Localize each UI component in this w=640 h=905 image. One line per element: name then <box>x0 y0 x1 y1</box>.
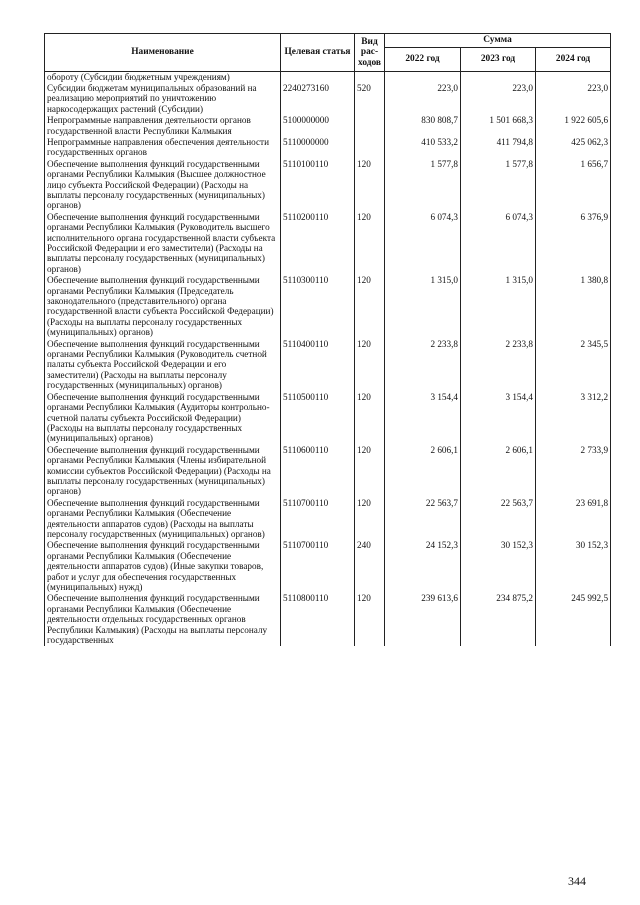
cell-sum-2022: 410 533,2 <box>385 137 461 159</box>
page-number: 344 <box>568 874 586 888</box>
cell-sum-2024: 425 062,3 <box>536 137 611 159</box>
cell-sum-2023: 22 563,7 <box>461 498 536 541</box>
cell-expense-type: 120 <box>355 593 385 646</box>
cell-sum-2024: 1 922 605,6 <box>536 115 611 137</box>
table-body <box>45 71 611 646</box>
header-sum: Сумма <box>385 34 611 48</box>
cell-sum-2024: 1 380,8 <box>536 275 611 338</box>
cell-sum-2023: 6 074,3 <box>461 212 536 275</box>
table-row <box>45 137 611 159</box>
cell-expense-type: 520 <box>355 83 385 115</box>
cell-sum-2023: 1 577,8 <box>461 159 536 212</box>
table-row <box>45 339 611 392</box>
table-row <box>45 71 611 83</box>
cell-sum-2023: 1 501 668,3 <box>461 115 536 137</box>
cell-expense-type <box>355 115 385 137</box>
table-row <box>45 212 611 275</box>
cell-target-code: 5110700110 <box>281 540 355 593</box>
cell-expense-type: 120 <box>355 339 385 392</box>
cell-sum-2022: 1 315,0 <box>385 275 461 338</box>
cell-sum-2022: 24 152,3 <box>385 540 461 593</box>
cell-sum-2022: 6 074,3 <box>385 212 461 275</box>
cell-target-code: 5110500110 <box>281 392 355 445</box>
cell-expense-type: 120 <box>355 159 385 212</box>
cell-target-code: 5110800110 <box>281 593 355 646</box>
cell-target-code: 5100000000 <box>281 115 355 137</box>
cell-name: Субсидии бюджетам муниципальных образований на реализацию мероприятий по уничтожению наркосодержащих растений (Субсидии) <box>45 83 281 115</box>
header-year-2022: 2022 год <box>385 47 461 71</box>
cell-sum-2024: 2 345,5 <box>536 339 611 392</box>
cell-sum-2023 <box>461 71 536 83</box>
cell-name: Обеспечение выполнения функций государственными органами Республики Калмыкия (Руководитель счетной палаты субъекта Российской Федерации и его заместители) (Расходы на выплаты персоналу государственных (муниципальных) органов) <box>45 339 281 392</box>
cell-expense-type <box>355 137 385 159</box>
cell-target-code: 2240273160 <box>281 83 355 115</box>
cell-target-code: 5110400110 <box>281 339 355 392</box>
cell-expense-type <box>355 71 385 83</box>
cell-target-code: 5110600110 <box>281 445 355 498</box>
header-target: Целевая статья <box>281 34 355 72</box>
table-row <box>45 115 611 137</box>
cell-sum-2023: 2 233,8 <box>461 339 536 392</box>
cell-sum-2023: 30 152,3 <box>461 540 536 593</box>
cell-target-code: 5110200110 <box>281 212 355 275</box>
cell-target-code: 5110300110 <box>281 275 355 338</box>
cell-target-code: 5110700110 <box>281 498 355 541</box>
cell-sum-2024: 3 312,2 <box>536 392 611 445</box>
cell-name: Обеспечение выполнения функций государственными органами Республики Калмыкия (Члены избирательной комиссии субъектов Российской Федерации) (Расходы на выплаты персоналу государственных (муниципальных) органов) <box>45 445 281 498</box>
cell-sum-2024: 2 733,9 <box>536 445 611 498</box>
cell-sum-2024: 1 656,7 <box>536 159 611 212</box>
cell-sum-2024 <box>536 71 611 83</box>
cell-name: Непрограммные направления деятельности органов государственной власти Республики Калмыкия <box>45 115 281 137</box>
table-row <box>45 83 611 115</box>
cell-sum-2022: 830 808,7 <box>385 115 461 137</box>
cell-sum-2022 <box>385 71 461 83</box>
cell-sum-2022: 2 606,1 <box>385 445 461 498</box>
cell-sum-2024: 245 992,5 <box>536 593 611 646</box>
table-header <box>45 34 611 72</box>
cell-target-code: 5110000000 <box>281 137 355 159</box>
cell-sum-2023: 411 794,8 <box>461 137 536 159</box>
cell-sum-2022: 22 563,7 <box>385 498 461 541</box>
header-name: Наименование <box>45 34 281 72</box>
table-row <box>45 159 611 212</box>
table-row <box>45 593 611 646</box>
cell-expense-type: 240 <box>355 540 385 593</box>
cell-name: Непрограммные направления обеспечения деятельности государственных органов <box>45 137 281 159</box>
table-row <box>45 275 611 338</box>
table-row <box>45 445 611 498</box>
cell-sum-2022: 3 154,4 <box>385 392 461 445</box>
cell-target-code: 5110100110 <box>281 159 355 212</box>
cell-sum-2023: 234 875,2 <box>461 593 536 646</box>
cell-expense-type: 120 <box>355 212 385 275</box>
budget-table <box>44 33 611 646</box>
cell-expense-type: 120 <box>355 445 385 498</box>
cell-sum-2024: 30 152,3 <box>536 540 611 593</box>
cell-sum-2023: 3 154,4 <box>461 392 536 445</box>
cell-sum-2024: 223,0 <box>536 83 611 115</box>
cell-sum-2024: 6 376,9 <box>536 212 611 275</box>
header-type: Вид рас-ходов <box>355 34 385 72</box>
table-row <box>45 392 611 445</box>
cell-name: Обеспечение выполнения функций государственными органами Республики Калмыкия (Аудиторы контрольно-счетной палаты субъекта Российской Федерации) (Расходы на выплаты персоналу государственных (муниципальных) органов) <box>45 392 281 445</box>
header-year-2024: 2024 год <box>536 47 611 71</box>
cell-expense-type: 120 <box>355 498 385 541</box>
cell-name: Обеспечение выполнения функций государственными органами Республики Калмыкия (Обеспечение деятельности отдельных государственных органов Республики Калмыкия) (Расходы на выплаты персоналу государственных <box>45 593 281 646</box>
cell-name: Обеспечение выполнения функций государственными органами Республики Калмыкия (Обеспечение деятельности аппаратов судов) (Иные закупки товаров, работ и услуг для обеспечения государственных (муниципальных) нужд) <box>45 540 281 593</box>
cell-name: обороту (Субсидии бюджетным учреждениям) <box>45 71 281 83</box>
cell-name: Обеспечение выполнения функций государственными органами Республики Калмыкия (Руководитель высшего исполнительного органа государственной власти субъекта Российской Федерации и его заместители) (Расходы на выплаты персоналу государственных (муниципальных) органов) <box>45 212 281 275</box>
cell-sum-2022: 223,0 <box>385 83 461 115</box>
cell-sum-2022: 2 233,8 <box>385 339 461 392</box>
cell-sum-2022: 239 613,6 <box>385 593 461 646</box>
cell-sum-2022: 1 577,8 <box>385 159 461 212</box>
cell-name: Обеспечение выполнения функций государственными органами Республики Калмыкия (Обеспечение деятельности аппаратов судов) (Расходы на выплаты персоналу государственных (муниципальных) органов) <box>45 498 281 541</box>
cell-sum-2023: 2 606,1 <box>461 445 536 498</box>
cell-name: Обеспечение выполнения функций государственными органами Республики Калмыкия (Высшее должностное лицо субъекта Российской Федерации) (Расходы на выплаты персоналу государственных (муниципальных) органов) <box>45 159 281 212</box>
table-row <box>45 540 611 593</box>
header-year-2023: 2023 год <box>461 47 536 71</box>
cell-sum-2023: 1 315,0 <box>461 275 536 338</box>
cell-target-code <box>281 71 355 83</box>
cell-expense-type: 120 <box>355 275 385 338</box>
cell-sum-2024: 23 691,8 <box>536 498 611 541</box>
table-row <box>45 498 611 541</box>
cell-sum-2023: 223,0 <box>461 83 536 115</box>
cell-name: Обеспечение выполнения функций государственными органами Республики Калмыкия (Председатель законодательного (представительного) органа государственной власти субъекта Российской Федерации) (Расходы на выплаты персоналу государственных (муниципальных) органов) <box>45 275 281 338</box>
cell-expense-type: 120 <box>355 392 385 445</box>
